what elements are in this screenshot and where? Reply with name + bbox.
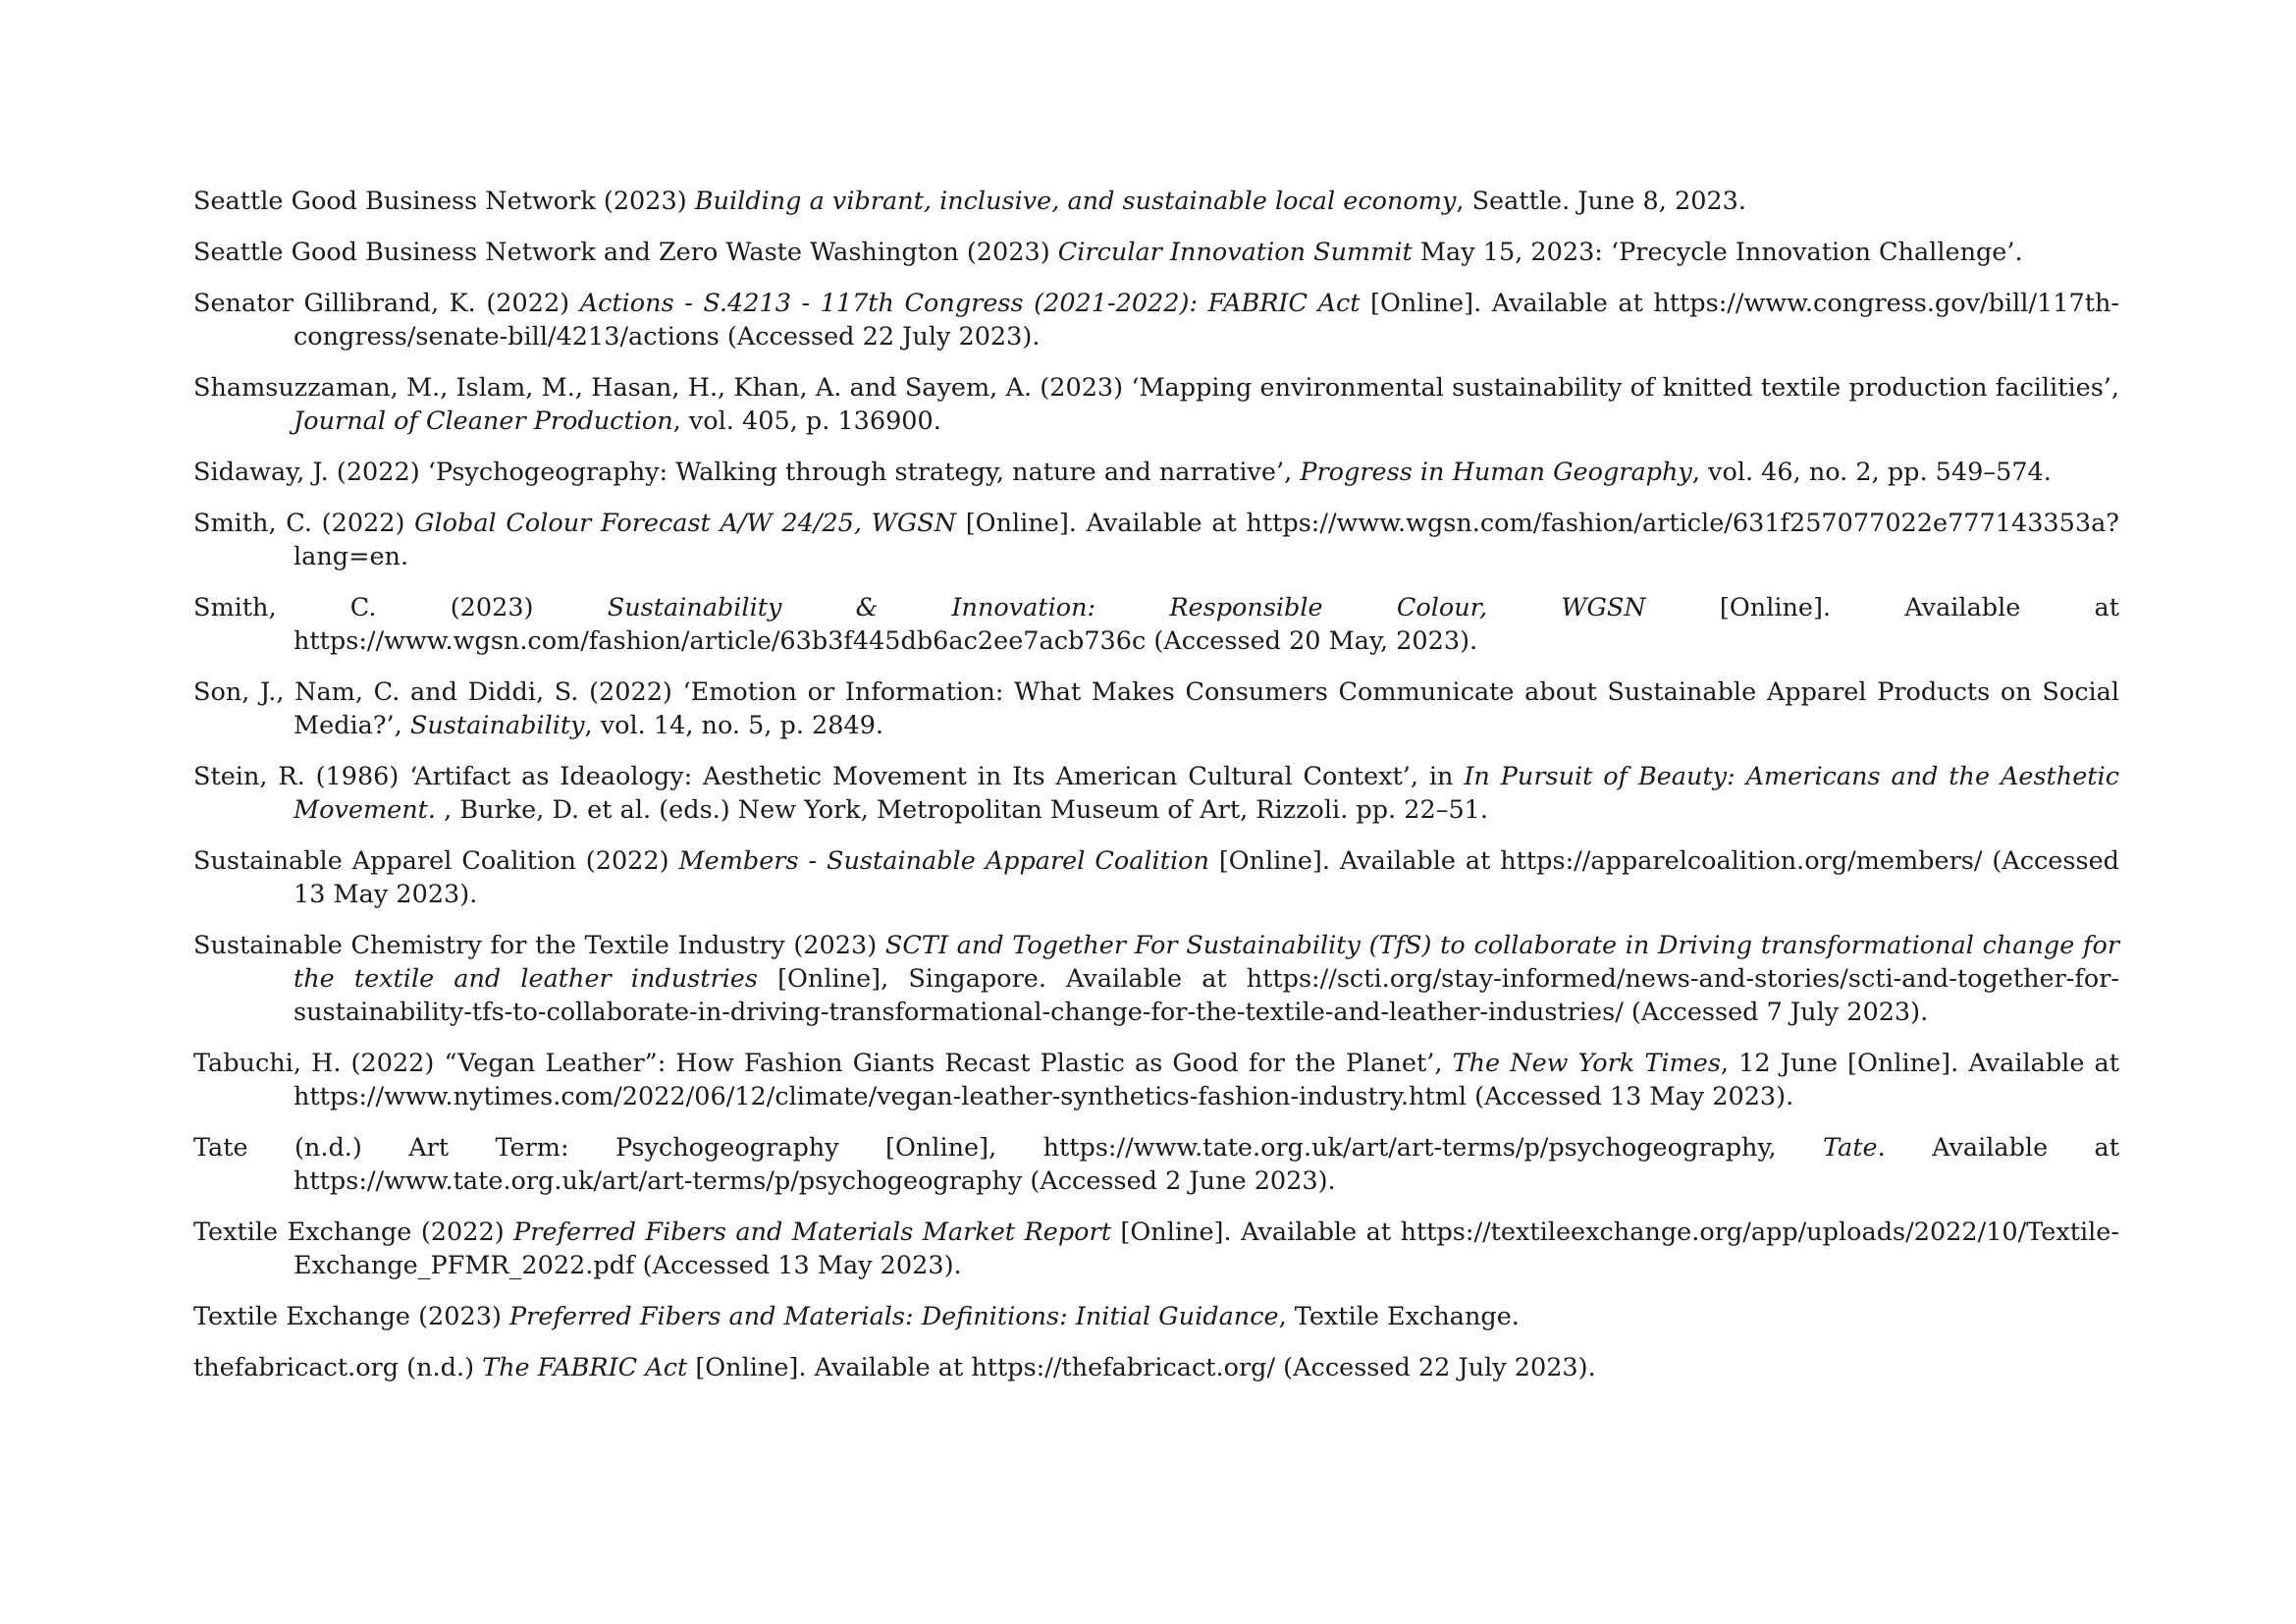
reference-entry: [193, 591, 2119, 658]
reference-text: [Online]. Available at https://www.congress.gov/bill/117th-congress/senate-bill/4213/actions (Accessed 22 July 2023).: [294, 289, 2119, 352]
reference-text: Tate (n.d.) Art Term: Psychogeography [Online], https://www.tate.org.uk/art/art-terms/p/psychogeography,: [193, 1133, 1823, 1163]
reference-text: Textile Exchange (2023): [193, 1302, 509, 1331]
reference-text: , Textile Exchange.: [1278, 1302, 1520, 1331]
reference-title: The New York Times: [1452, 1049, 1721, 1078]
reference-text: . Available at https://www.tate.org.uk/art/art-terms/p/psychogeography (Accessed 2 June 2023).: [294, 1133, 2120, 1196]
reference-text: [Online]. Available at https://www.wgsn.com/fashion/article/631f257077022e777143353a?lang=en.: [294, 509, 2119, 571]
reference-text: [Online]. Available at https://www.wgsn.com/fashion/article/63b3f445db6ac2ee7acb736c (Accessed 20 May, 2023).: [294, 593, 2120, 656]
reference-title: Sustainability & Innovation: Responsible Colour, WGSN: [607, 593, 1646, 623]
reference-title: Journal of Cleaner Production: [294, 406, 673, 436]
reference-title: In Pursuit of Beauty: Americans and the Aesthetic Movement.: [294, 762, 2119, 825]
reference-entry: [193, 760, 2119, 827]
reference-text: Stein, R. (1986) ‘Artifact as Ideaology: Aesthetic Movement in Its American Cultural Context’, in: [193, 762, 1465, 791]
reference-entry: [193, 371, 2119, 438]
reference-title: Progress in Human Geography: [1300, 458, 1692, 487]
reference-text: [Online], Singapore. Available at https://scti.org/stay-informed/news-and-stories/scti-and-together-for-sustainability-tfs-to-collaborate-in-driving-transformational-change-for-the-textile-and-leather-industries/ (Accessed 7 July 2023).: [294, 964, 2119, 1027]
reference-entry: [193, 236, 2119, 269]
reference-text: Smith, C. (2022): [193, 509, 415, 538]
reference-text: , vol. 405, p. 136900.: [672, 406, 941, 436]
reference-entry: [193, 1131, 2119, 1198]
reference-entry: [193, 456, 2119, 489]
reference-text: Smith, C. (2023): [193, 593, 608, 623]
reference-text: [Online]. Available at https://thefabricact.org/ (Accessed 22 July 2023).: [687, 1353, 1596, 1382]
reference-entry: [193, 844, 2119, 911]
reference-text: Senator Gillibrand, K. (2022): [193, 289, 580, 318]
reference-title: Circular Innovation Summit: [1057, 238, 1413, 267]
reference-text: thefabricact.org (n.d.): [193, 1353, 483, 1382]
reference-text: [Online]. Available at https://textileexchange.org/app/uploads/2022/10/Textile-Exchange_PFMR_2022.pdf (Accessed 13 May 2023).: [294, 1218, 2120, 1280]
reference-text: Seattle Good Business Network and Zero Waste Washington (2023): [193, 238, 1058, 267]
reference-title: The FABRIC Act: [482, 1353, 688, 1382]
reference-text: Seattle Good Business Network (2023): [193, 187, 695, 216]
reference-text: , vol. 46, no. 2, pp. 549–574.: [1691, 458, 2052, 487]
reference-text: , Burke, D. et al. (eds.) New York, Metropolitan Museum of Art, Rizzoli. pp. 22–51.: [436, 795, 1489, 825]
reference-text: Shamsuzzaman, M., Islam, M., Hasan, H., Khan, A. and Sayem, A. (2023) ‘Mapping environmental sustainability of knitted textile production facilities’,: [193, 373, 2119, 403]
reference-title: Preferred Fibers and Materials Market Report: [513, 1218, 1111, 1247]
reference-title: Preferred Fibers and Materials: Definitions: Initial Guidance: [509, 1302, 1279, 1331]
reference-title: SCTI and Together For Sustainability (TfS) to collaborate in Driving transformational change for the textile and leather industries: [294, 931, 2120, 994]
reference-text: May 15, 2023: ‘Precycle Innovation Challenge’.: [1412, 238, 2023, 267]
reference-title: Actions - S.4213 - 117th Congress (2021-2022): FABRIC Act: [579, 289, 1361, 318]
reference-entry: [193, 507, 2119, 573]
reference-title: Sustainability: [409, 711, 585, 740]
reference-text: [Online]. Available at https://apparelcoalition.org/members/ (Accessed 13 May 2023).: [294, 846, 2119, 909]
reference-entry: [193, 287, 2119, 353]
reference-title: Global Colour Forecast A/W 24/25, WGSN: [414, 509, 957, 538]
reference-entry: [193, 929, 2119, 1029]
reference-title: Building a vibrant, inclusive, and sustainable local economy: [694, 187, 1457, 216]
reference-entry: [193, 1216, 2119, 1282]
reference-text: , Seattle. June 8, 2023.: [1456, 187, 1746, 216]
reference-text: Textile Exchange (2022): [193, 1218, 514, 1247]
reference-entry: [193, 185, 2119, 218]
reference-text: , vol. 14, no. 5, p. 2849.: [584, 711, 884, 740]
reference-text: , 12 June [Online]. Available at https://www.nytimes.com/2022/06/12/climate/vegan-leather-synthetics-fashion-industry.html (Accessed 13 May 2023).: [294, 1049, 2119, 1111]
reference-entry: [193, 1351, 2119, 1384]
reference-text: Sidaway, J. (2022) ‘Psychogeography: Walking through strategy, nature and narrative’,: [193, 458, 1301, 487]
reference-entry: [193, 676, 2119, 742]
reference-text: Sustainable Apparel Coalition (2022): [193, 846, 679, 876]
reference-text: Son, J., Nam, C. and Diddi, S. (2022) ‘Emotion or Information: What Makes Consumers Communicate about Sustainable Apparel Products on Social Media?’,: [193, 677, 2119, 740]
reference-entry: [193, 1300, 2119, 1333]
reference-entry: [193, 1047, 2119, 1113]
reference-title: Tate: [1823, 1133, 1878, 1163]
reference-text: Tabuchi, H. (2022) “Vegan Leather”: How Fashion Giants Recast Plastic as Good for the Planet’,: [193, 1049, 1453, 1078]
reference-list: [193, 185, 2119, 1402]
reference-title: Members - Sustainable Apparel Coalition: [678, 846, 1209, 876]
reference-text: Sustainable Chemistry for the Textile Industry (2023): [193, 931, 885, 960]
